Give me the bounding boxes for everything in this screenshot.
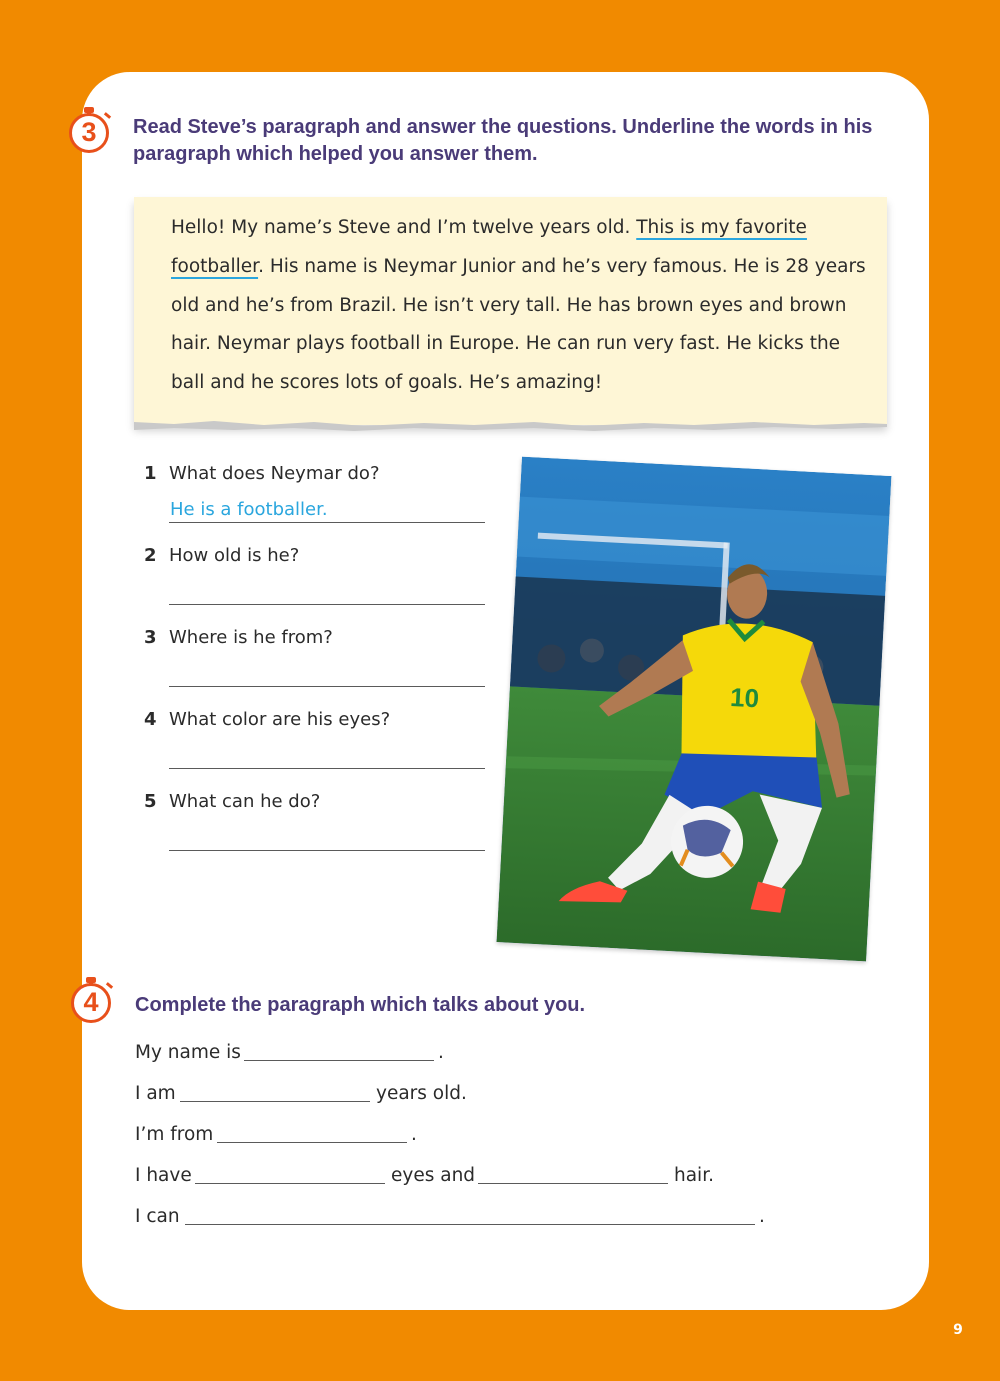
- sentence-3-end: .: [411, 1124, 417, 1145]
- question-2-number: 2: [144, 545, 157, 566]
- paragraph-part-1: Hello! My name’s Steve and I’m twelve years old.: [171, 217, 637, 238]
- hair-color-blank[interactable]: [478, 1183, 668, 1184]
- age-blank[interactable]: [180, 1101, 370, 1102]
- sentence-5-start: I can: [135, 1206, 180, 1227]
- exercise-3-instruction: [133, 114, 893, 168]
- footballer-illustration: [497, 457, 892, 962]
- question-5-text: What can he do?: [169, 791, 321, 812]
- question-2-answer-line[interactable]: [169, 604, 485, 605]
- instruction-line-2: paragraph which helped you answer them.: [133, 143, 538, 165]
- exercise-3-stopwatch-icon: [69, 113, 109, 153]
- sentence-4-end: hair.: [674, 1165, 714, 1186]
- sentence-2-start: I am: [135, 1083, 176, 1104]
- question-3-text: Where is he from?: [169, 627, 333, 648]
- exercise-3-number: 3: [81, 117, 97, 147]
- question-1-number: 1: [144, 463, 157, 484]
- underlined-phrase-2: footballer: [171, 255, 259, 277]
- name-blank[interactable]: [244, 1060, 434, 1061]
- sentence-4-middle: eyes and: [391, 1165, 476, 1186]
- exercise-4-number: 4: [83, 987, 99, 1017]
- question-1-answer: He is a footballer.: [170, 499, 328, 520]
- question-5-answer-line[interactable]: [169, 850, 485, 851]
- paragraph-part-2: . His name is Neymar Junior and he’s very famous. He is 28 years old and he’s from Brazil. He isn’t very tall. He has brown eyes and brown hair. Neymar plays football in Europe. He can run very fast. He kicks the ball and he scores lots of goals. He’s amazing!: [171, 255, 866, 394]
- exercise-4-instruction: Complete the paragraph which talks about you.: [135, 994, 586, 1016]
- question-4-number: 4: [144, 709, 157, 730]
- question-4-text: What color are his eyes?: [169, 709, 391, 730]
- ability-blank[interactable]: [185, 1224, 755, 1225]
- footballer-photo: [497, 457, 892, 962]
- country-blank[interactable]: [217, 1142, 407, 1143]
- question-2-text: How old is he?: [169, 545, 300, 566]
- eye-color-blank[interactable]: [195, 1183, 385, 1184]
- question-3-number: 3: [144, 627, 157, 648]
- question-4-answer-line[interactable]: [169, 768, 485, 769]
- torn-paper-edge: [134, 418, 887, 434]
- instruction-line-1: Read Steve’s paragraph and answer the questions. Underline the words in his: [133, 116, 873, 138]
- question-3-answer-line[interactable]: [169, 686, 485, 687]
- question-1-answer-line[interactable]: [169, 522, 485, 523]
- question-5-number: 5: [144, 791, 157, 812]
- underlined-phrase-1: This is my favorite: [636, 217, 807, 238]
- sentence-1-end: .: [438, 1042, 444, 1063]
- shirt-number: 10: [729, 681, 760, 714]
- sentence-1-start: My name is: [135, 1042, 241, 1063]
- sentence-5-end: .: [759, 1206, 765, 1227]
- sentence-4-start: I have: [135, 1165, 192, 1186]
- sentence-3-start: I’m from: [135, 1124, 214, 1145]
- sentence-2-end: years old.: [376, 1083, 467, 1104]
- page-number: 9: [953, 1322, 963, 1338]
- exercise-4-stopwatch-icon: [71, 983, 111, 1023]
- question-1-text: What does Neymar do?: [169, 463, 380, 484]
- steve-paragraph-text: [171, 209, 871, 403]
